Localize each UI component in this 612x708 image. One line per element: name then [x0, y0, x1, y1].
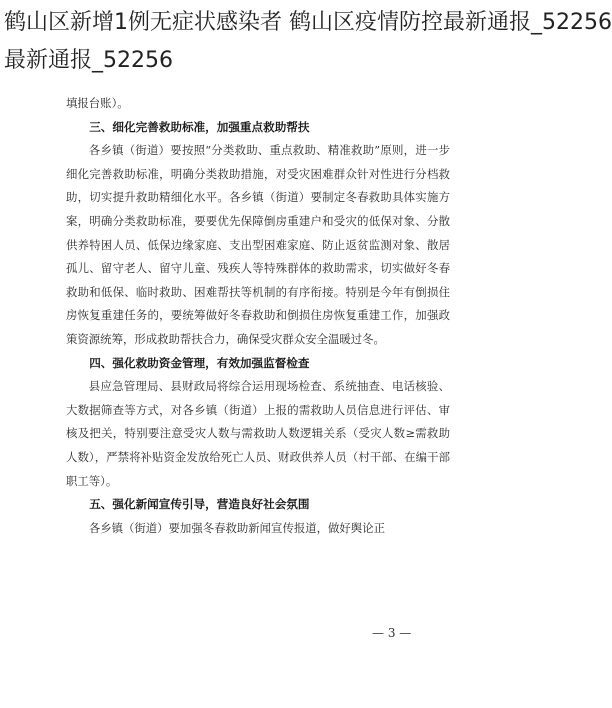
- section-heading-4: 四、强化救助资金管理，有效加强监督检查: [89, 355, 310, 370]
- page-title-line1: 鹤山区新增1例无症状感染者 鹤山区疫情防控最新通报_52256: [4, 10, 612, 35]
- document-body: [66, 92, 450, 540]
- section-3-paragraph: 各乡镇（街道）要按照“分类救助、重点救助、精准救助”原则，进一步细化完善救助标准，明确分类救助措施，对受灾困难群众针对性进行分档救助，切实提升救助精细化水平。各乡镇（街道）要制定冬春救助具体实施方案，明确分类救助标准，要要优先保障倒房重建户和受灾的低保对象、分散供养特困人员、低保边缘家庭、支出型困难家庭、防止返贫监测对象、散居孤儿、留守老人、留守儿童、残疾人等特殊群体的救助需求，切实做好冬春救助和低保、临时救助、困难帮扶等机制的有序衔接。特别是今年有倒损住房恢复重建任务的，要统筹做好冬春救助和倒损住房恢复重建工作，加强政策资源统筹，形成救助帮扶合力，确保受灾群众安全温暖过冬。: [66, 143, 450, 346]
- page-title: [4, 4, 612, 80]
- page-title-line2: 最新通报_52256: [4, 48, 173, 73]
- section-5-paragraph: 各乡镇（街道）要加强冬春救助新闻宣传报道，做好舆论正: [88, 520, 385, 535]
- section-heading-5: 五、强化新闻宣传引导，营造良好社会氛围: [89, 497, 310, 512]
- section-heading-3: 三、细化完善救助标准，加强重点救助帮扶: [89, 119, 310, 134]
- lead-paragraph: 填报台账）。: [66, 96, 129, 110]
- page-number: — 3 —: [372, 626, 412, 640]
- section-4-paragraph: 县应急管理局、县财政局将综合运用现场检查、系统抽查、电话核验、大数据筛查等方式，对各乡镇（街道）上报的需救助人员信息进行评估、审核及把关，特别要注意受灾人数与需救助人数逻辑关系（受灾人数≥需救助人数），严禁将补贴资金发放给死亡人员、财政供养人员（村干部、在编干部职工等）。: [66, 379, 450, 488]
